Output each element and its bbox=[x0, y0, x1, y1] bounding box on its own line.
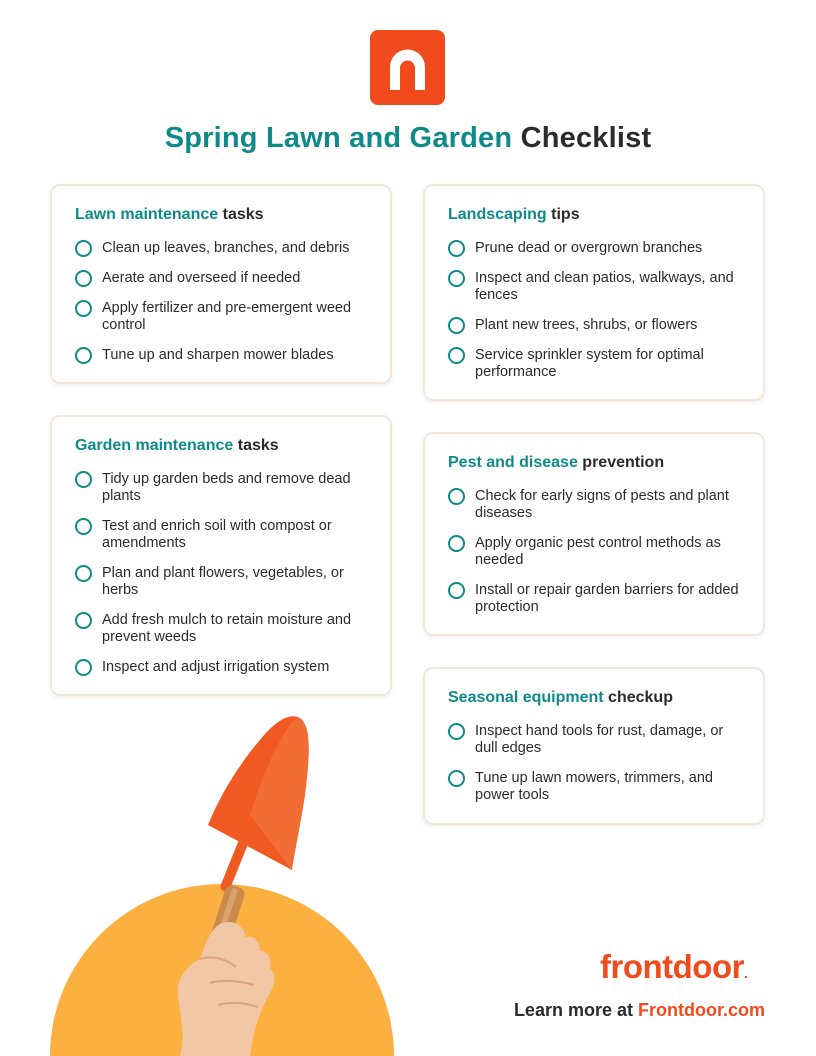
checkbox-circle-icon[interactable] bbox=[75, 518, 92, 535]
checklist-item-text: Apply organic pest control methods as needed bbox=[475, 535, 721, 568]
checkbox-circle-icon[interactable] bbox=[448, 270, 465, 287]
checkbox-circle-icon[interactable] bbox=[448, 488, 465, 505]
checkbox-circle-icon[interactable] bbox=[75, 347, 92, 364]
card-title bbox=[448, 206, 741, 224]
card-title-highlight: Seasonal equipment bbox=[448, 689, 604, 706]
card-pest-disease-prevention bbox=[423, 432, 765, 636]
card-title bbox=[75, 437, 368, 455]
checklist-item-text: Inspect and clean patios, walkways, and fences bbox=[475, 270, 734, 303]
checklist-item bbox=[448, 347, 741, 381]
checklist-item bbox=[75, 240, 368, 257]
checklist-item-text: Test and enrich soil with compost or amendments bbox=[102, 518, 332, 551]
card-title bbox=[448, 689, 741, 707]
checklist-item bbox=[75, 659, 368, 676]
checklist-item-text: Apply fertilizer and pre-emergent weed control bbox=[102, 300, 352, 333]
card-title bbox=[75, 206, 368, 224]
checklist-item-text: Clean up leaves, branches, and debris bbox=[102, 240, 350, 256]
checklist-item-text: Aerate and overseed if needed bbox=[102, 270, 301, 286]
checklist-item-text: Inspect hand tools for rust, damage, or dull edges bbox=[475, 723, 724, 756]
checkbox-circle-icon[interactable] bbox=[75, 612, 92, 629]
checklist-item-text: Inspect and adjust irrigation system bbox=[102, 659, 330, 675]
page-title bbox=[0, 122, 816, 155]
checklist-item bbox=[448, 488, 741, 522]
card-title-rest: prevention bbox=[582, 454, 665, 471]
checklist-item-text: Plant new trees, shrubs, or flowers bbox=[475, 317, 698, 333]
page-title-rest: Checklist bbox=[520, 122, 652, 154]
checklist-item-text: Install or repair garden barriers for added protection bbox=[475, 582, 739, 615]
card-lawn-maintenance bbox=[50, 184, 392, 384]
frontdoor-logo-icon bbox=[370, 30, 445, 105]
brand-mark: . bbox=[743, 965, 748, 981]
page-title-highlight: Spring Lawn and Garden bbox=[164, 122, 513, 154]
door-arch-icon bbox=[370, 30, 445, 105]
checkbox-circle-icon[interactable] bbox=[448, 240, 465, 257]
checklist-item bbox=[448, 582, 741, 616]
learn-more-text bbox=[514, 1000, 765, 1021]
checkbox-circle-icon[interactable] bbox=[448, 317, 465, 334]
checklist-item bbox=[448, 535, 741, 569]
checklist-item bbox=[75, 565, 368, 599]
hand-trowel-illustration bbox=[50, 715, 395, 1056]
checkbox-circle-icon[interactable] bbox=[75, 270, 92, 287]
checklist-item bbox=[75, 518, 368, 552]
checkbox-circle-icon[interactable] bbox=[448, 582, 465, 599]
checklist-item bbox=[448, 240, 741, 257]
card-landscaping-tips bbox=[423, 184, 765, 401]
brand-name: frontdoor bbox=[600, 948, 744, 985]
card-seasonal-equipment-checkup bbox=[423, 667, 765, 825]
checkbox-circle-icon[interactable] bbox=[448, 770, 465, 787]
checkbox-circle-icon[interactable] bbox=[75, 471, 92, 488]
card-title-rest: tasks bbox=[222, 206, 264, 223]
checklist-item bbox=[448, 317, 741, 334]
checklist-item bbox=[448, 723, 741, 757]
card-title-rest: tips bbox=[551, 206, 580, 223]
checklist-item bbox=[448, 770, 741, 804]
card-garden-maintenance bbox=[50, 415, 392, 696]
checklist-item bbox=[75, 270, 368, 287]
card-title-highlight: Pest and disease bbox=[448, 454, 578, 471]
checkbox-circle-icon[interactable] bbox=[448, 347, 465, 364]
checklist-item-text: Tune up lawn mowers, trimmers, and power tools bbox=[475, 770, 713, 803]
checklist-item bbox=[75, 300, 368, 334]
checkbox-circle-icon[interactable] bbox=[75, 565, 92, 582]
checklist-item-text: Tune up and sharpen mower blades bbox=[102, 347, 334, 363]
checklist-item-text: Plan and plant flowers, vegetables, or herbs bbox=[102, 565, 344, 598]
checklist-item-text: Check for early signs of pests and plant diseases bbox=[475, 488, 729, 521]
card-title-rest: checkup bbox=[608, 689, 673, 706]
checklist-item-text: Add fresh mulch to retain moisture and prevent weeds bbox=[102, 612, 352, 645]
checkbox-circle-icon[interactable] bbox=[75, 659, 92, 676]
checklist-item bbox=[75, 612, 368, 646]
frontdoor-brand-logo bbox=[600, 948, 770, 986]
checkbox-circle-icon[interactable] bbox=[75, 300, 92, 317]
learn-more-label: Learn more at bbox=[513, 1000, 633, 1020]
checklist-item-text: Service sprinkler system for optimal performance bbox=[475, 347, 704, 380]
checklist-item bbox=[75, 347, 368, 364]
checklist-item bbox=[448, 270, 741, 304]
checklist-item-text: Tidy up garden beds and remove dead plants bbox=[102, 471, 351, 504]
frontdoor-link[interactable]: Frontdoor.com bbox=[638, 1000, 765, 1020]
card-title bbox=[448, 454, 741, 472]
card-title-highlight: Landscaping bbox=[448, 206, 547, 223]
checklist-item-text: Prune dead or overgrown branches bbox=[475, 240, 703, 256]
checkbox-circle-icon[interactable] bbox=[75, 240, 92, 257]
checklist-item bbox=[75, 471, 368, 505]
checkbox-circle-icon[interactable] bbox=[448, 535, 465, 552]
card-title-highlight: Garden maintenance bbox=[75, 437, 234, 454]
card-title-rest: tasks bbox=[237, 437, 279, 454]
card-title-highlight: Lawn maintenance bbox=[75, 206, 219, 223]
checkbox-circle-icon[interactable] bbox=[448, 723, 465, 740]
